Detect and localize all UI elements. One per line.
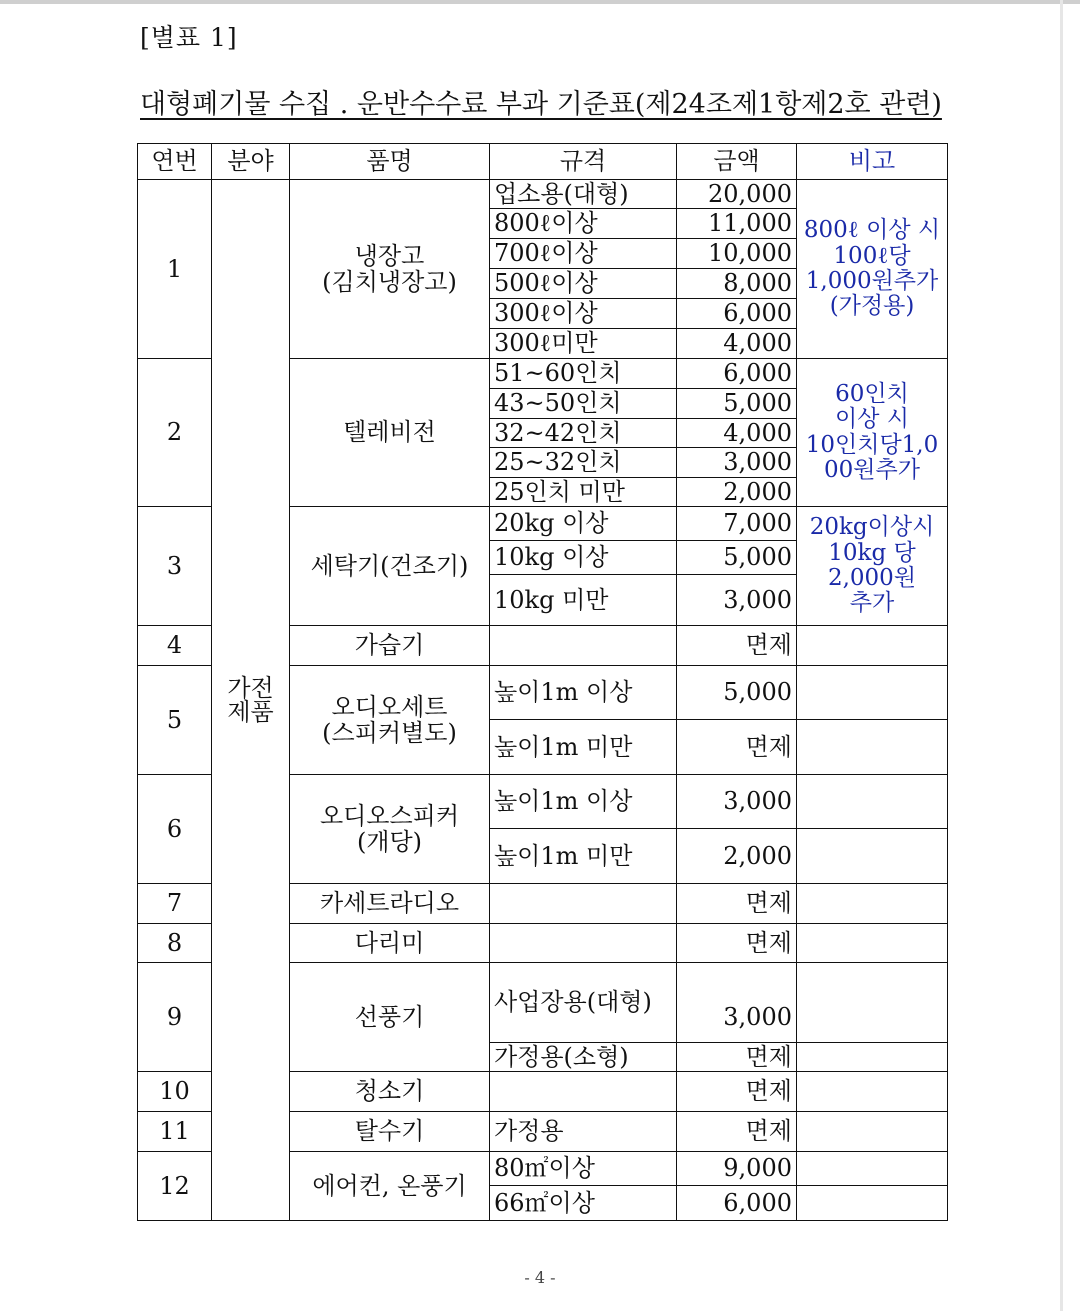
item-name: 세탁기(건조기) <box>290 507 490 626</box>
note-cell <box>797 829 948 884</box>
amount-cell: 7,000 <box>677 507 797 541</box>
item-name: 탈수기 <box>290 1112 490 1152</box>
amount-cell: 8,000 <box>677 269 797 299</box>
amount-cell: 2,000 <box>677 478 797 507</box>
amount-cell: 9,000 <box>677 1152 797 1186</box>
note-cell: 60인치 이상 시 10인치당1,0 00원추가 <box>797 359 948 507</box>
note-cell <box>797 963 948 1043</box>
amount-cell: 면제 <box>677 924 797 963</box>
note-cell <box>797 1043 948 1072</box>
note-cell <box>797 720 948 775</box>
spec-cell: 43~50인치 <box>490 389 677 419</box>
page-number: - 4 - <box>524 1268 556 1287</box>
spec-cell <box>490 1072 677 1112</box>
item-number: 5 <box>138 666 212 775</box>
note-cell <box>797 924 948 963</box>
spec-cell: 80㎡이상 <box>490 1152 677 1186</box>
spec-cell: 700ℓ이상 <box>490 239 677 269</box>
item-number: 1 <box>138 180 212 359</box>
item-number: 10 <box>138 1072 212 1112</box>
note-cell: 20kg이상시 10kg 당 2,000원 추가 <box>797 507 948 626</box>
amount-cell: 11,000 <box>677 209 797 239</box>
spec-cell: 800ℓ이상 <box>490 209 677 239</box>
spec-cell: 10kg 이상 <box>490 541 677 575</box>
item-number: 11 <box>138 1112 212 1152</box>
note-cell <box>797 884 948 924</box>
item-name: 청소기 <box>290 1072 490 1112</box>
amount-cell: 면제 <box>677 1112 797 1152</box>
spec-cell: 300ℓ이상 <box>490 299 677 329</box>
item-number: 2 <box>138 359 212 507</box>
window-top-border <box>0 0 1080 4</box>
item-name: 카세트라디오 <box>290 884 490 924</box>
amount-cell: 20,000 <box>677 180 797 209</box>
amount-cell: 6,000 <box>677 359 797 389</box>
page-right-edge <box>1060 0 1063 1311</box>
spec-cell: 높이1m 미만 <box>490 720 677 775</box>
spec-cell: 20kg 이상 <box>490 507 677 541</box>
item-name: 텔레비전 <box>290 359 490 507</box>
amount-cell: 4,000 <box>677 419 797 448</box>
spec-cell: 51~60인치 <box>490 359 677 389</box>
spec-cell: 가정용(소형) <box>490 1043 677 1072</box>
spec-cell: 높이1m 이상 <box>490 775 677 829</box>
spec-cell <box>490 884 677 924</box>
amount-cell: 3,000 <box>677 448 797 478</box>
note-cell <box>797 666 948 720</box>
item-name: 에어컨, 온풍기 <box>290 1152 490 1221</box>
note-cell <box>797 775 948 829</box>
note-cell <box>797 1186 948 1221</box>
fee-table <box>137 143 948 1221</box>
spec-cell: 66㎡이상 <box>490 1186 677 1221</box>
item-number: 8 <box>138 924 212 963</box>
item-number: 12 <box>138 1152 212 1221</box>
note-cell <box>797 626 948 666</box>
table-row <box>138 180 948 209</box>
amount-cell: 6,000 <box>677 1186 797 1221</box>
item-name: 오디오스피커 (개당) <box>290 775 490 884</box>
amount-cell: 6,000 <box>677 299 797 329</box>
header-spec: 규격 <box>490 144 677 180</box>
spec-cell <box>490 924 677 963</box>
item-number: 4 <box>138 626 212 666</box>
header-note: 비고 <box>797 144 948 180</box>
item-number: 7 <box>138 884 212 924</box>
amount-cell: 3,000 <box>677 775 797 829</box>
amount-cell: 면제 <box>677 720 797 775</box>
spec-cell: 300ℓ미만 <box>490 329 677 359</box>
amount-cell: 10,000 <box>677 239 797 269</box>
category-cell: 가전 제품 <box>212 180 290 1221</box>
spec-cell: 25인치 미만 <box>490 478 677 507</box>
spec-cell <box>490 626 677 666</box>
amount-cell: 5,000 <box>677 666 797 720</box>
header-no: 연번 <box>138 144 212 180</box>
note-cell <box>797 1152 948 1186</box>
amount-cell: 3,000 <box>677 963 797 1043</box>
spec-cell: 500ℓ이상 <box>490 269 677 299</box>
amount-cell: 면제 <box>677 626 797 666</box>
amount-cell: 2,000 <box>677 829 797 884</box>
amount-cell: 면제 <box>677 884 797 924</box>
item-name: 선풍기 <box>290 963 490 1072</box>
spec-cell: 높이1m 이상 <box>490 666 677 720</box>
spec-cell: 가정용 <box>490 1112 677 1152</box>
item-name: 다리미 <box>290 924 490 963</box>
note-cell: 800ℓ 이상 시 100ℓ당 1,000원추가 (가정용) <box>797 180 948 359</box>
annex-label: [별표 1] <box>140 23 238 52</box>
header-amount: 금액 <box>677 144 797 180</box>
note-cell <box>797 1112 948 1152</box>
spec-cell: 높이1m 미만 <box>490 829 677 884</box>
item-name: 냉장고 (김치냉장고) <box>290 180 490 359</box>
item-name: 오디오세트 (스피커별도) <box>290 666 490 775</box>
header-category: 분야 <box>212 144 290 180</box>
spec-cell: 32~42인치 <box>490 419 677 448</box>
note-cell <box>797 1072 948 1112</box>
item-name: 가습기 <box>290 626 490 666</box>
header-item-name: 품명 <box>290 144 490 180</box>
item-number: 9 <box>138 963 212 1072</box>
spec-cell: 업소용(대형) <box>490 180 677 209</box>
amount-cell: 5,000 <box>677 389 797 419</box>
document-title: 대형폐기물 수집 . 운반수수료 부과 기준표(제24조제1항제2호 관련) <box>140 89 942 120</box>
table-header-row <box>138 144 948 180</box>
spec-cell: 사업장용(대형) <box>490 963 677 1043</box>
amount-cell: 4,000 <box>677 329 797 359</box>
amount-cell: 5,000 <box>677 541 797 575</box>
amount-cell: 면제 <box>677 1072 797 1112</box>
amount-cell: 3,000 <box>677 575 797 626</box>
spec-cell: 25~32인치 <box>490 448 677 478</box>
spec-cell: 10kg 미만 <box>490 575 677 626</box>
item-number: 6 <box>138 775 212 884</box>
amount-cell: 면제 <box>677 1043 797 1072</box>
item-number: 3 <box>138 507 212 626</box>
